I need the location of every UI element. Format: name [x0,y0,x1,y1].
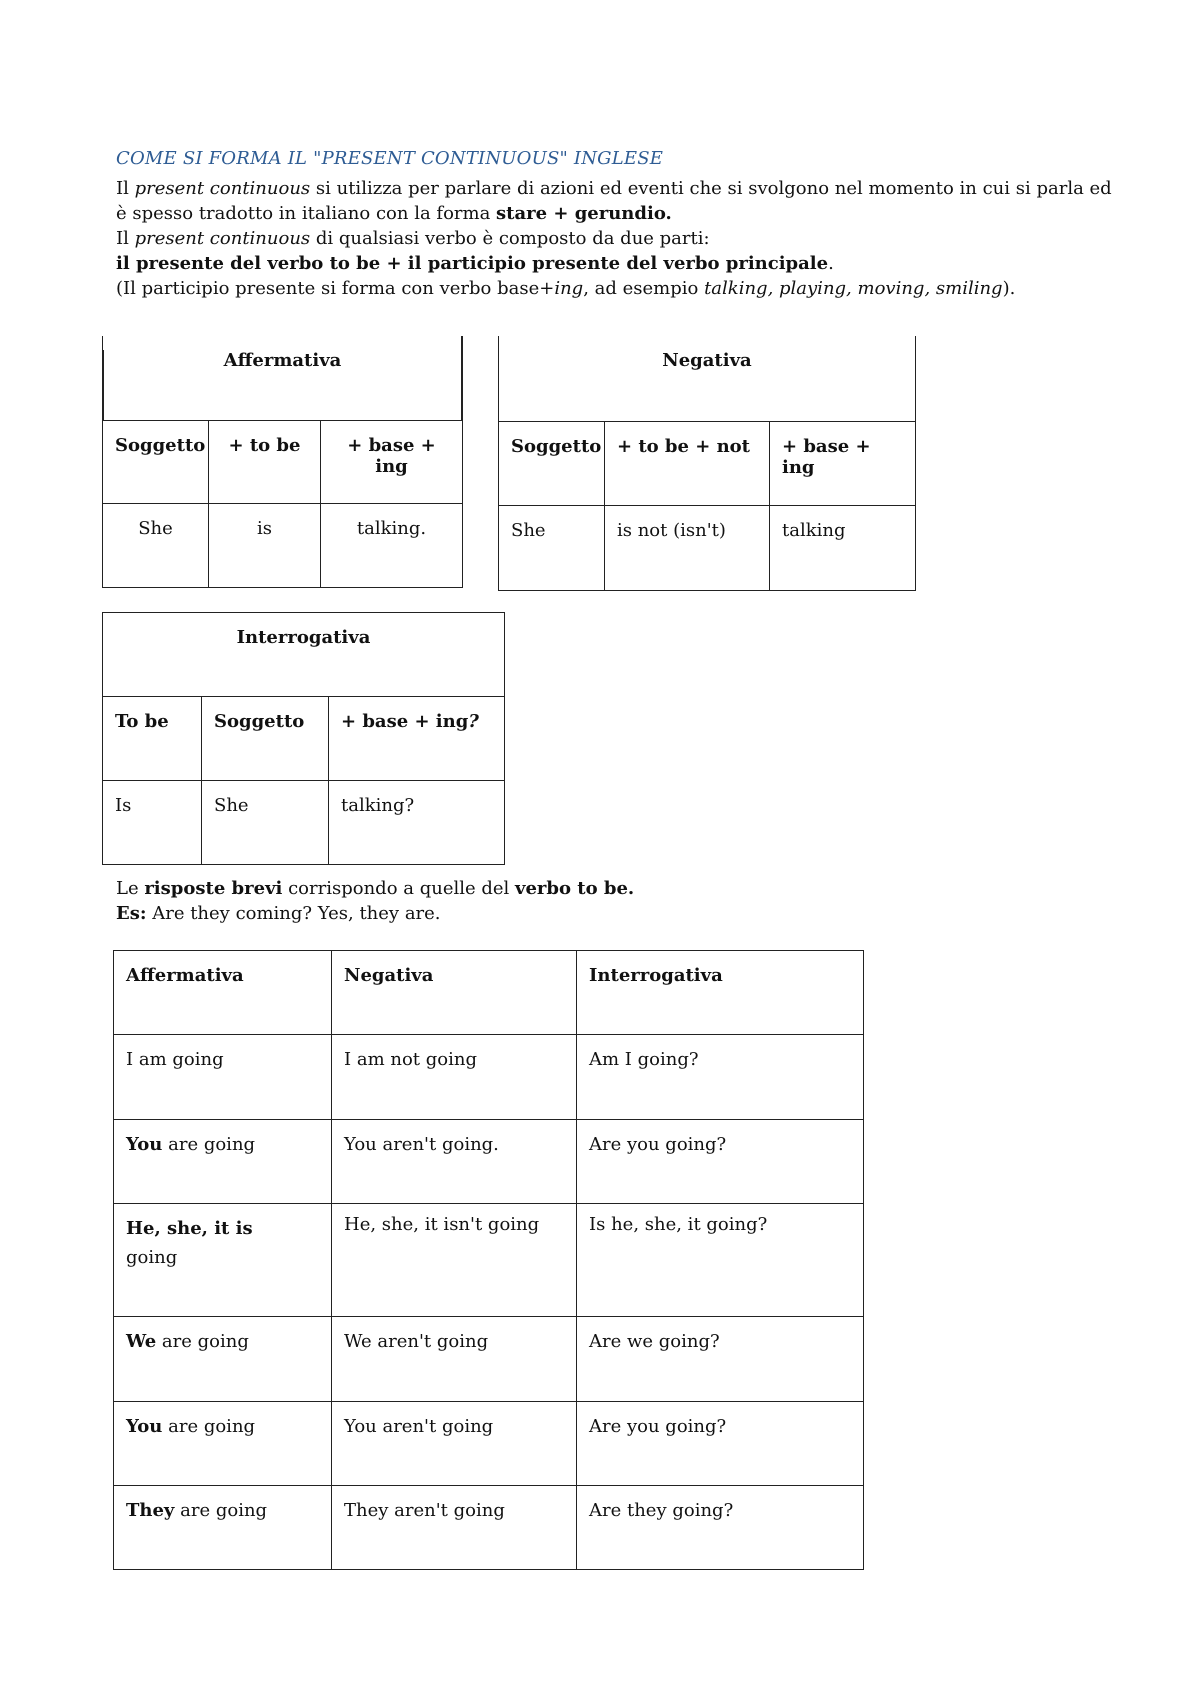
header-soggetto: Soggetto [103,420,209,503]
cell-base-ing: talking? [329,781,505,865]
cell-subject: She [499,505,605,590]
cell-negativa: We aren't going [332,1317,577,1402]
cell-to-be: is [209,503,321,587]
header-to-be: To be [103,697,202,781]
intro-line-5: (Il participio presente si forma con verbo base+ing, ad esempio talking, playing, moving, smiling). [116,278,1016,299]
cell-interrogativa: Are you going? [577,1120,864,1204]
header-interrogativa: Interrogativa [577,951,864,1035]
cell-subject: She [202,781,329,865]
table-negativa [498,336,916,591]
table-affermativa [102,336,463,588]
page-title: COME SI FORMA IL "PRESENT CONTINUOUS" INGLESE [116,148,664,169]
table-interrogativa-title: Interrogativa [103,613,505,697]
table-negativa-title: Negativa [499,336,916,421]
header-soggetto: Soggetto [499,421,605,505]
header-to-be: + to be [209,420,321,503]
table-row [114,1402,864,1486]
cell-subject: She [103,503,209,587]
table-row [114,1120,864,1204]
cell-negativa: You aren't going. [332,1120,577,1204]
header-negativa: Negativa [332,951,577,1035]
header-base-ing: + base + ing? [329,697,505,781]
cell-to-be-not: is not (isn't) [605,505,770,590]
cell-negativa: They aren't going [332,1486,577,1570]
short-answers-line-2: Es: Are they coming? Yes, they are. [116,903,441,924]
cell-affermativa: We are going [114,1317,332,1402]
cell-affermativa: You are going [114,1402,332,1486]
cell-base-ing: talking. [321,503,463,587]
table-row [114,1486,864,1570]
header-base-ing: + base + ing [321,420,463,503]
cell-interrogativa: Am I going? [577,1035,864,1120]
cell-to-be: Is [103,781,202,865]
intro-line-1: Il present continuous si utilizza per parlare di azioni ed eventi che si svolgono nel momento in cui si parla ed [116,178,1112,199]
cell-affermativa: I am going [114,1035,332,1120]
intro-line-4: il presente del verbo to be + il participio presente del verbo principale. [116,253,834,274]
cell-negativa: He, she, it isn't going [332,1204,577,1317]
short-answers-line-1: Le risposte brevi corrispondo a quelle del verbo to be. [116,878,635,899]
cell-interrogativa: Are we going? [577,1317,864,1402]
table-affermativa-title: Affermativa [103,336,463,420]
cell-base-ing: talking [770,505,916,590]
cell-affermativa: You are going [114,1120,332,1204]
table-row [114,1035,864,1120]
table-affermativa-right-edge [461,336,463,420]
conjugation-table [113,950,864,1570]
cell-negativa: I am not going [332,1035,577,1120]
table-interrogativa [102,612,505,865]
header-to-be-not: + to be + not [605,421,770,505]
table-row [114,1317,864,1402]
header-soggetto: Soggetto [202,697,329,781]
cell-negativa: You aren't going [332,1402,577,1486]
cell-interrogativa: Is he, she, it going? [577,1204,864,1317]
table-affermativa-left-edge [102,350,104,420]
table-row [114,1204,864,1317]
header-affermativa: Affermativa [114,951,332,1035]
cell-affermativa: They are going [114,1486,332,1570]
cell-interrogativa: Are you going? [577,1402,864,1486]
cell-affermativa: He, she, it is going [114,1204,332,1317]
header-base-ing: + base + ing [770,421,916,505]
intro-line-2: è spesso tradotto in italiano con la forma stare + gerundio. [116,203,672,224]
intro-line-3: Il present continuous di qualsiasi verbo è composto da due parti: [116,228,710,249]
cell-interrogativa: Are they going? [577,1486,864,1570]
